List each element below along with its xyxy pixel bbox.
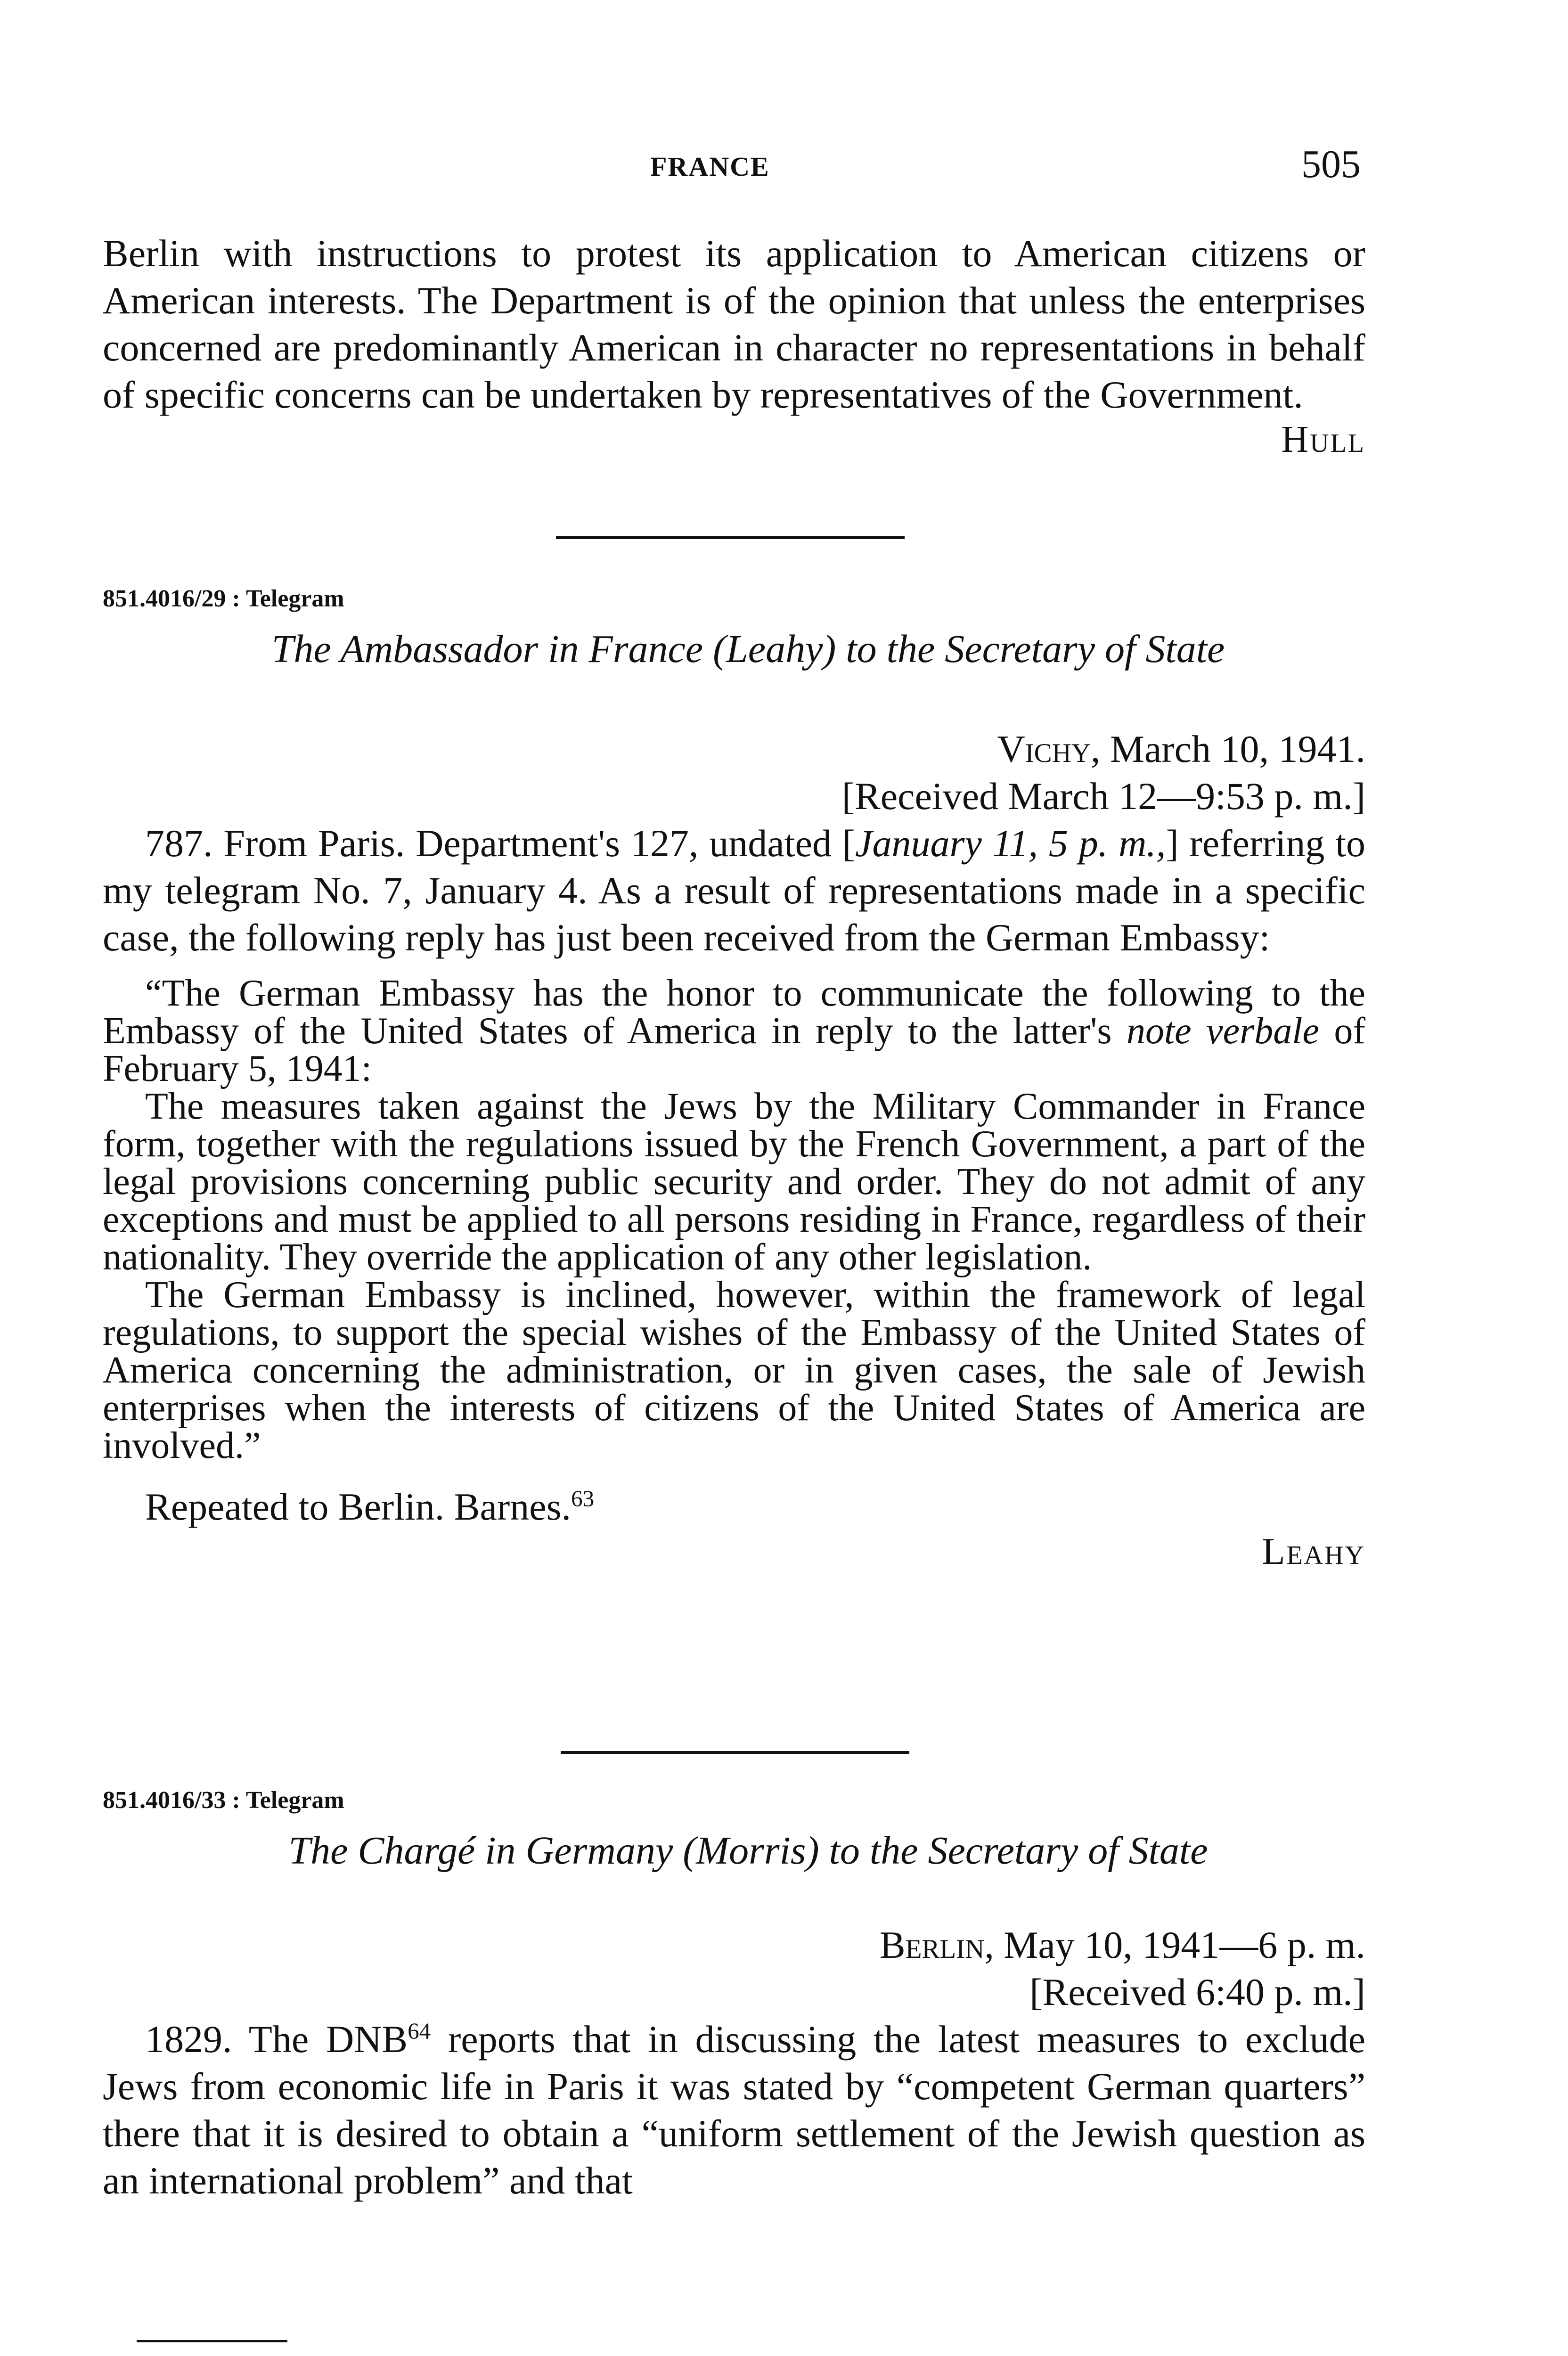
running-head: FRANCE <box>650 151 770 182</box>
telegram-paragraph <box>103 2016 1365 2204</box>
telegram-morris <box>103 1784 1365 2204</box>
title-prefix: The Ambassador in France ( <box>271 627 727 671</box>
section-continuation <box>103 230 1365 461</box>
section-divider <box>561 1751 909 1754</box>
signature-leahy: Leahy <box>1262 1531 1365 1572</box>
telegram-leahy <box>103 582 1365 1573</box>
quoted-note <box>103 974 1365 1464</box>
footnote-ref-64: 64 <box>408 2018 431 2044</box>
dateline-date: , May 10, 1941—6 p. m. <box>984 1923 1365 1966</box>
dateline-place: Berlin <box>879 1923 985 1966</box>
para-text-b: reports that in discussing the latest measures to exclude Jews from economic life in Paris it was stated by “competent German quarters” there that it is desired to obtain a “uniform settlement of the Jewish question as an international problem” and that <box>103 2018 1365 2202</box>
footnote-ref-63: 63 <box>571 1485 595 1512</box>
para-text-a: 787. From Paris. Department's 127, undated [ <box>145 822 856 865</box>
section-divider <box>556 536 905 539</box>
title-suffix: ) to the Secretary of State <box>823 627 1225 671</box>
title-name: Morris <box>696 1829 806 1873</box>
title-prefix: The Chargé in Germany ( <box>288 1829 696 1873</box>
repeated-line <box>103 1483 1365 1530</box>
received-line: [Received 6:40 p. m.] <box>1029 1971 1365 2013</box>
file-reference: 851.4016/33 : Telegram <box>103 1787 344 1814</box>
repeated-text: Repeated to Berlin. Barnes. <box>145 1485 572 1528</box>
dateline-date: , March 10, 1941. <box>1090 728 1365 770</box>
dateline-place: Vichy <box>997 728 1091 770</box>
quote-text-a: “The German Embassy has the honor to communicate the following to the Embassy of the United States of America in reply to the latter's <box>103 973 1365 1052</box>
footnote-rule <box>137 2340 287 2342</box>
para-text-b: ] referring to my telegram No. 7, January 4. As a result of representations made in a specific case, the following reply has just been received from the German Embassy: <box>103 822 1366 959</box>
document-title <box>103 1827 1365 1874</box>
file-reference: 851.4016/29 : Telegram <box>103 585 344 612</box>
signature-hull: Hull <box>1281 419 1365 460</box>
dateline <box>103 726 1365 773</box>
continuation-paragraph: Berlin with instructions to protest its application to American citizens or American interests. The Department is of the opinion that unless the enterprises concerned are predominantly American in character no representations in behalf of specific concerns can be undertaken by representatives of the Government. <box>103 232 1365 416</box>
para-italic: January 11, 5 p. m., <box>855 822 1166 865</box>
telegram-paragraph <box>103 820 1365 961</box>
quote-italic: note verbale <box>1126 1010 1319 1052</box>
quote-intro <box>103 974 1365 1088</box>
received-line: [Received March 12—9:53 p. m.] <box>841 775 1365 818</box>
dateline <box>103 1922 1365 1969</box>
page-number: 505 <box>1301 142 1361 186</box>
para-text-a: 1829. The DNB <box>145 2018 408 2061</box>
quote-measures: The measures taken against the Jews by the Military Commander in France form, together with the regulations issued by the French Government, a part of the legal provisions concerning public security and order. They do not admit of any exceptions and must be applied to all persons residing in France, regardless of their nationality. They override the application of any other legislation. <box>103 1086 1365 1278</box>
title-name: Leahy <box>726 627 823 671</box>
quote-text-b: of February 5, 1941: <box>103 1010 1366 1089</box>
quote-inclined: The German Embassy is inclined, however, within the framework of legal regulations, to support the special wishes of the Embassy of the United States of America concerning the administration, or in given cases, the sale of Jewish enterprises when the interests of citizens of the United States of America are involved.” <box>103 1274 1365 1466</box>
title-suffix: ) to the Secretary of State <box>806 1829 1208 1873</box>
document-title <box>103 626 1365 673</box>
